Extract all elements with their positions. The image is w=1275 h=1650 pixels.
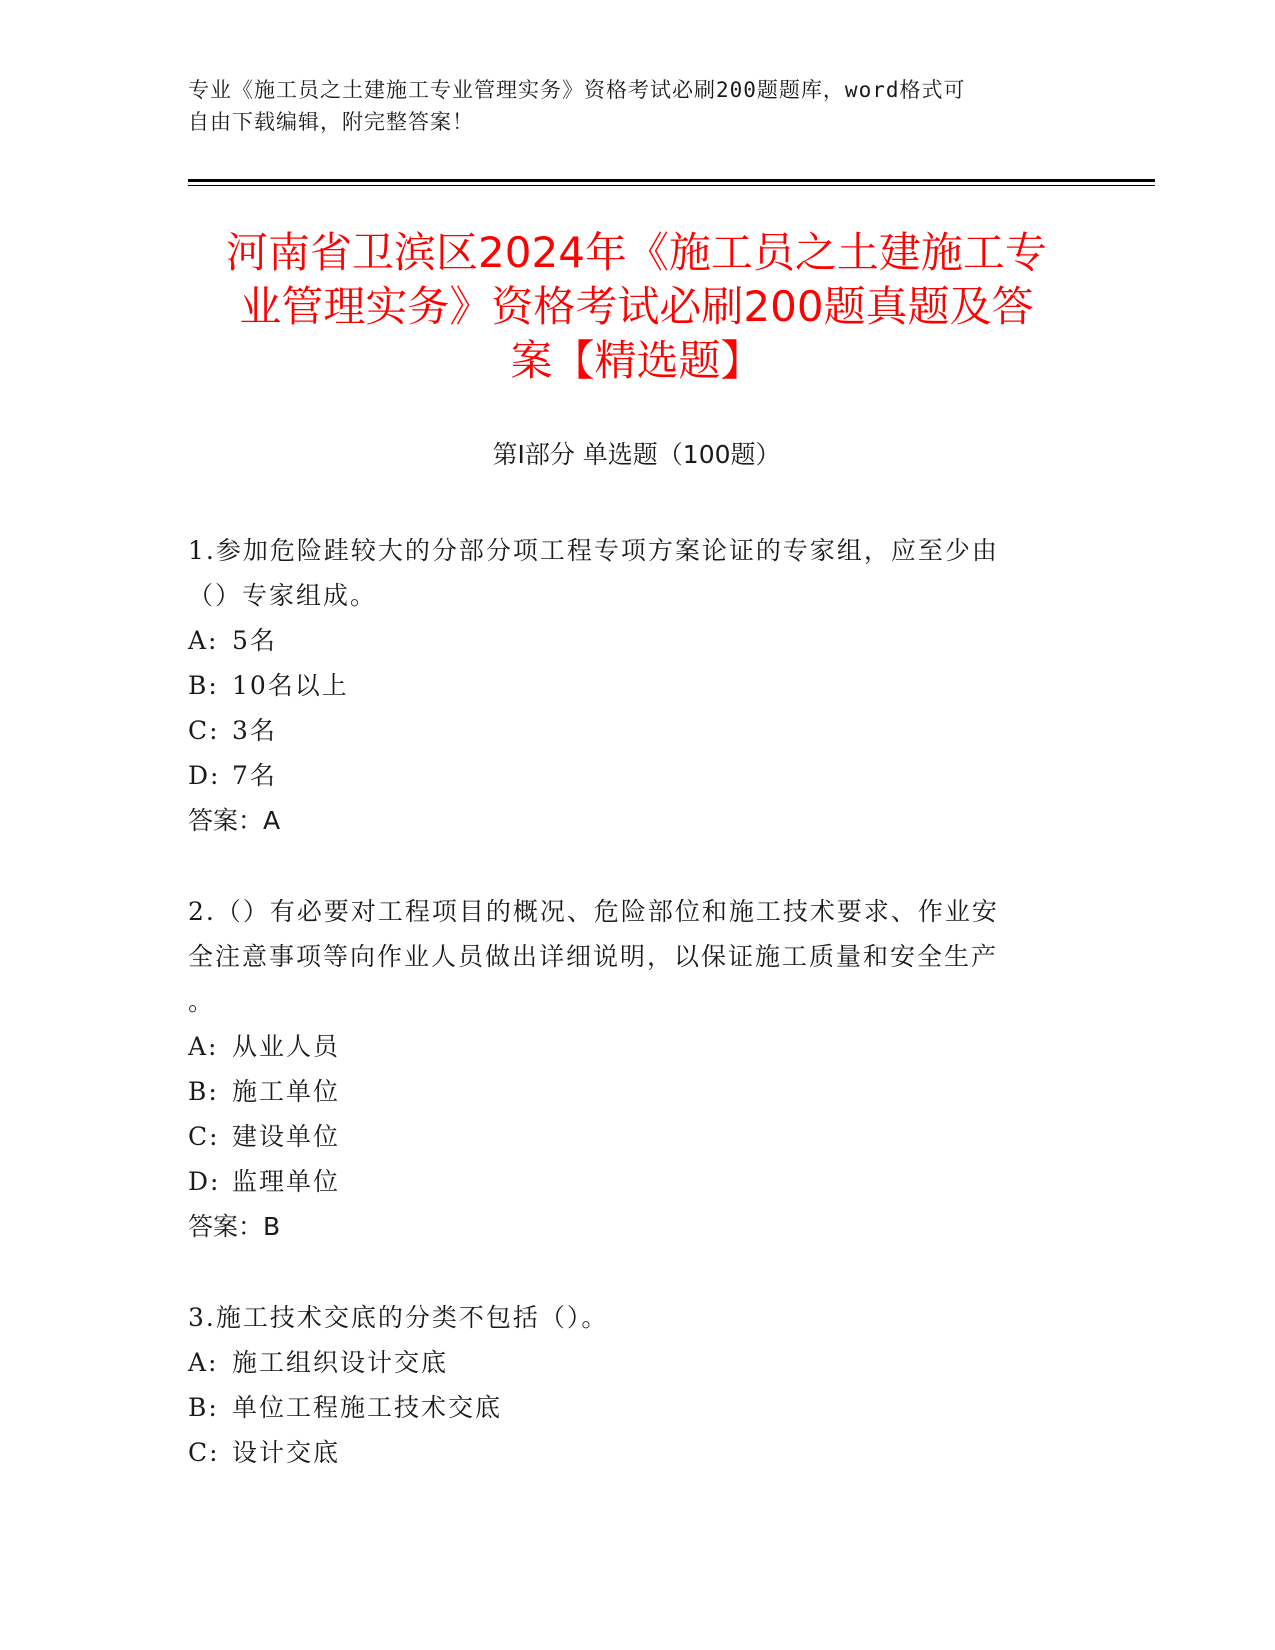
question-1	[188, 528, 1068, 843]
option-text: 7名	[232, 761, 277, 790]
option-d	[188, 753, 1068, 798]
question-stem-line: 。	[188, 987, 216, 1016]
option-b	[188, 1385, 1068, 1430]
option-text: 施工单位	[232, 1077, 341, 1106]
option-a	[188, 1024, 1068, 1069]
document-title	[188, 226, 1085, 388]
option-text: 3名	[232, 716, 277, 745]
option-text: 5名	[232, 626, 277, 655]
answer: 答案：A	[188, 806, 281, 835]
option-key: C:	[188, 1438, 220, 1467]
title-line-3: 案【精选题】	[510, 336, 763, 385]
header-divider-thick	[188, 179, 1155, 182]
answer: 答案：B	[188, 1212, 281, 1241]
section-heading: 第Ⅰ部分 单选题（100题）	[492, 440, 781, 469]
question-stem	[188, 1295, 1068, 1340]
title-line-2: 业管理实务》资格考试必刷200题真题及答	[239, 282, 1034, 331]
option-key: D:	[188, 1167, 221, 1196]
question-stem-line: 2.（）有必要对工程项目的概况、危险部位和施工技术要求、作业安	[188, 897, 999, 926]
option-key: A:	[188, 1348, 219, 1377]
option-a	[188, 618, 1068, 663]
option-key: D:	[188, 761, 221, 790]
question-2	[188, 889, 1068, 1249]
question-stem-line: 全注意事项等向作业人员做出详细说明，以保证施工质量和安全生产	[188, 942, 999, 971]
question-stem	[188, 528, 1068, 618]
option-key: C:	[188, 1122, 220, 1151]
header-note-line-2: 自由下载编辑，附完整答案！	[188, 110, 474, 134]
option-text: 设计交底	[232, 1438, 341, 1467]
option-key: A:	[188, 626, 219, 655]
option-b	[188, 1069, 1068, 1114]
option-text: 单位工程施工技术交底	[232, 1393, 503, 1422]
header-note	[188, 74, 1068, 138]
question-stem	[188, 889, 1068, 1024]
option-d	[188, 1159, 1068, 1204]
header-divider-thin	[188, 185, 1155, 186]
option-key: B:	[188, 1393, 219, 1422]
option-text: 从业人员	[232, 1032, 341, 1061]
question-stem-line: 1.参加危险跬较大的分部分项工程专项方案论证的专家组，应至少由	[188, 536, 999, 565]
option-key: B:	[188, 671, 219, 700]
question-list	[188, 528, 1068, 1521]
option-text: 监理单位	[232, 1167, 341, 1196]
option-c	[188, 1430, 1068, 1475]
question-stem-line: 3.施工技术交底的分类不包括（）。	[188, 1303, 609, 1332]
option-key: C:	[188, 716, 220, 745]
title-line-1: 河南省卫滨区2024年《施工员之土建施工专	[226, 228, 1047, 277]
option-text: 建设单位	[232, 1122, 341, 1151]
header-note-line-1: 专业《施工员之土建施工专业管理实务》资格考试必刷200题题库，word格式可	[188, 78, 966, 102]
option-c	[188, 708, 1068, 753]
question-3	[188, 1295, 1068, 1475]
option-text: 10名以上	[232, 671, 349, 700]
option-a	[188, 1340, 1068, 1385]
option-text: 施工组织设计交底	[232, 1348, 449, 1377]
option-key: B:	[188, 1077, 219, 1106]
question-stem-line: （）专家组成。	[188, 581, 378, 610]
option-c	[188, 1114, 1068, 1159]
option-b	[188, 663, 1068, 708]
option-key: A:	[188, 1032, 219, 1061]
